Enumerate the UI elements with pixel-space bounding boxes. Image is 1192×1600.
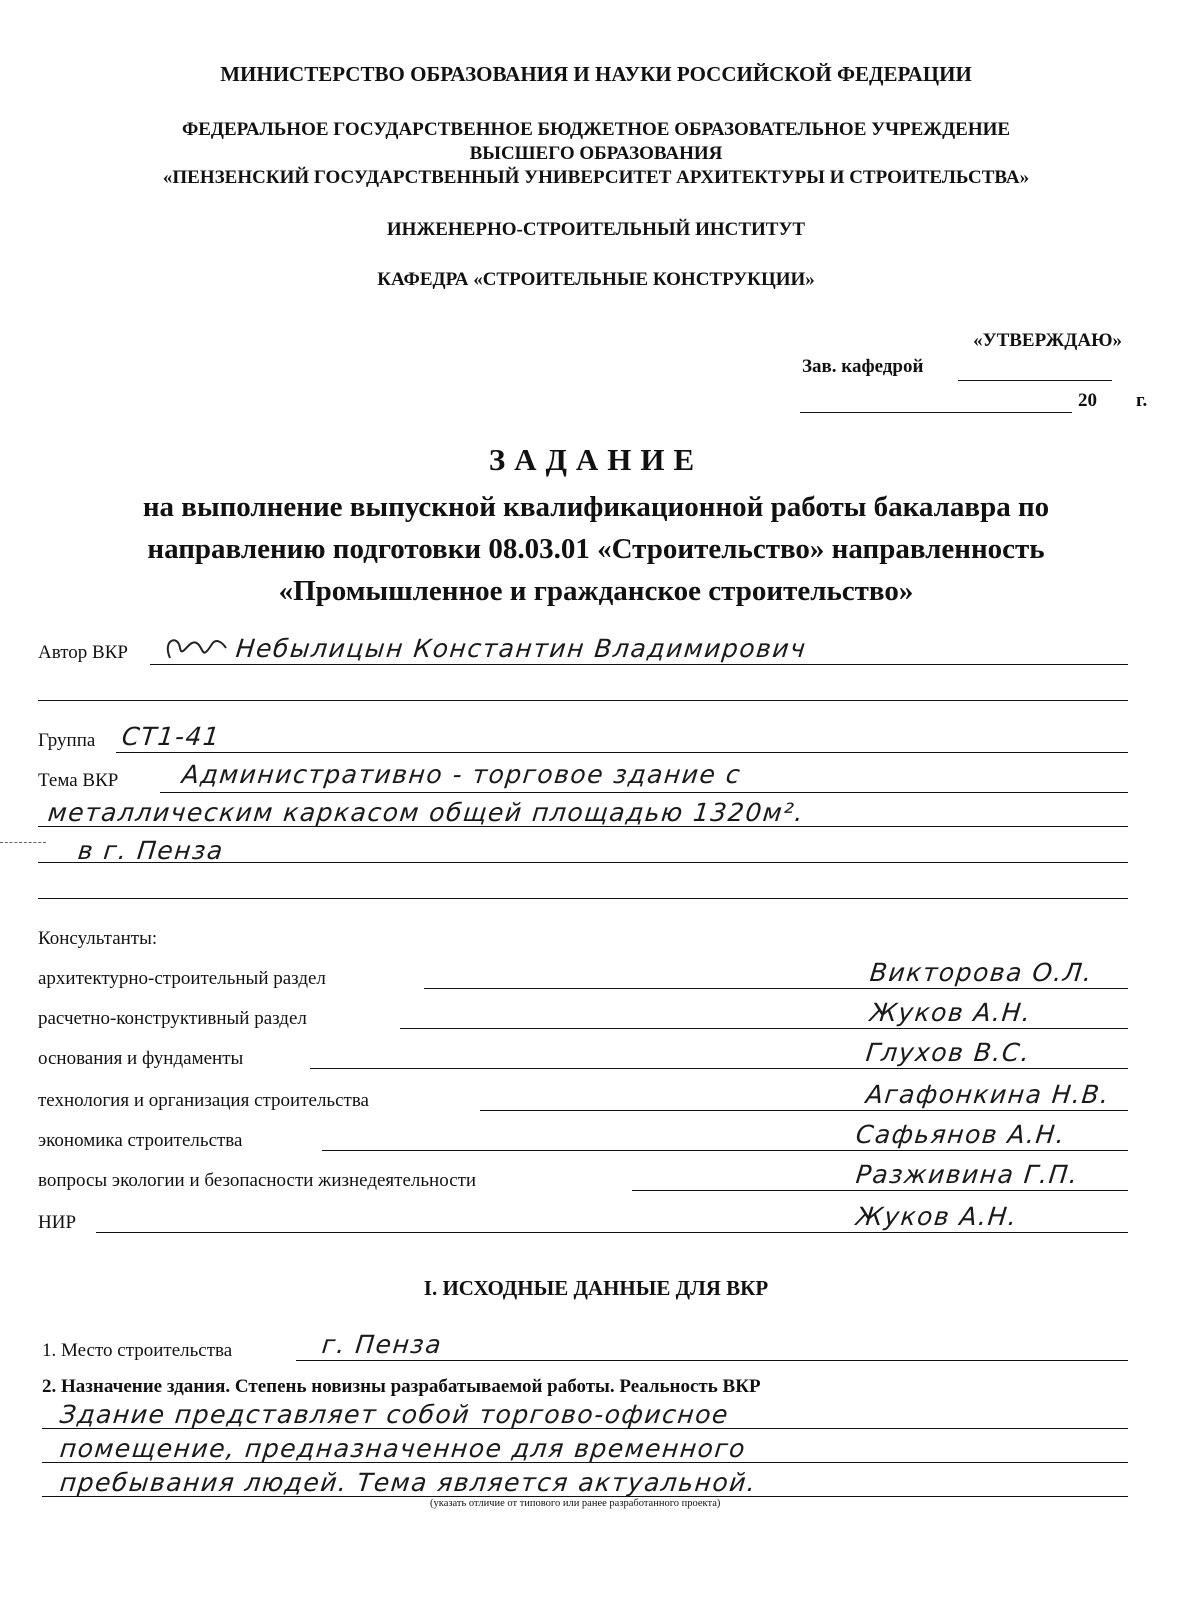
department-title: КАФЕДРА «СТРОИТЕЛЬНЫЕ КОНСТРУКЦИИ» <box>377 269 815 290</box>
institution-line-2: ВЫСШЕГО ОБРАЗОВАНИЯ <box>469 143 723 164</box>
institute-title: ИНЖЕНЕРНО-СТРОИТЕЛЬНЫЙ ИНСТИТУТ <box>386 219 806 240</box>
group-label: Группа <box>38 730 96 751</box>
topic-underline-2 <box>38 826 1128 827</box>
author-line <box>150 664 1128 665</box>
consultant-name-research: Жуков А.Н. <box>854 1202 1020 1231</box>
consultant-line-architecture <box>424 988 1128 989</box>
consultant-line-foundations <box>310 1068 1128 1069</box>
consultant-section-structural: расчетно-конструктивный раздел <box>38 1008 307 1029</box>
purpose-underline-3 <box>42 1496 1128 1497</box>
consultant-section-ecology: вопросы экологии и безопасности жизнедеятельности <box>38 1170 477 1191</box>
consultant-name-foundations: Глухов В.С. <box>864 1038 1033 1067</box>
purpose-footnote: (указать отличие от типового или ранее разработанного проекта) <box>430 1498 721 1509</box>
consultant-name-technology: Агафонкина Н.В. <box>864 1080 1112 1109</box>
consultant-name-ecology: Разживина Г.П. <box>854 1160 1081 1189</box>
author-signature-icon <box>160 630 230 666</box>
author-label: Автор ВКР <box>38 642 128 663</box>
institution-line-1: ФЕДЕРАЛЬНОЕ ГОСУДАРСТВЕННОЕ БЮДЖЕТНОЕ ОБРАЗОВАТЕЛЬНОЕ УЧРЕЖДЕНИЕ <box>181 119 1011 140</box>
purpose-line-1: Здание представляет собой торгово-офисное <box>58 1400 731 1429</box>
consultant-line-ecology <box>632 1190 1128 1191</box>
task-subtitle-line-1: на выполнение выпускной квалификационной работы бакалавра по <box>142 491 1050 523</box>
place-label: 1. Место строительства <box>42 1340 233 1361</box>
topic-line-1: Административно - торговое здание с <box>180 760 743 789</box>
author-extra-line <box>38 700 1128 701</box>
topic-label: Тема ВКР <box>38 770 119 791</box>
author-value: Небылицын Константин Владимирович <box>234 634 809 663</box>
approval-title: «УТВЕРЖДАЮ» <box>973 330 1122 351</box>
approval-year-suffix: г. <box>1136 390 1148 411</box>
approval-year-prefix: 20 <box>1078 390 1097 411</box>
place-value: г. Пенза <box>320 1330 444 1359</box>
topic-underline-3 <box>38 862 1128 863</box>
consultant-section-technology: технология и организация строительства <box>38 1090 369 1111</box>
consultant-name-architecture: Викторова О.Л. <box>868 958 1095 987</box>
group-line <box>116 752 1128 753</box>
purpose-underline-2 <box>42 1462 1128 1463</box>
approval-date-line <box>800 412 1072 413</box>
ministry-title: МИНИСТЕРСТВО ОБРАЗОВАНИЯ И НАУКИ РОССИЙСКОЙ ФЕДЕРАЦИИ <box>220 62 972 86</box>
consultant-line-structural <box>400 1028 1128 1029</box>
place-line <box>296 1360 1128 1361</box>
initial-data-heading: I. ИСХОДНЫЕ ДАННЫЕ ДЛЯ ВКР <box>423 1276 769 1300</box>
consultant-line-economics <box>322 1150 1128 1151</box>
consultant-name-economics: Сафьянов А.Н. <box>854 1120 1068 1149</box>
task-subtitle-line-2: направлению подготовки 08.03.01 «Строительство» направленность <box>147 533 1045 565</box>
margin-mark <box>0 842 46 843</box>
purpose-underline-1 <box>42 1428 1128 1429</box>
consultant-line-technology <box>480 1110 1128 1111</box>
group-value: СТ1-41 <box>120 722 222 751</box>
institution-line-3: «ПЕНЗЕНСКИЙ ГОСУДАРСТВЕННЫЙ УНИВЕРСИТЕТ АРХИТЕКТУРЫ И СТРОИТЕЛЬСТВА» <box>162 167 1030 188</box>
consultant-section-architecture: архитектурно-строительный раздел <box>38 968 326 989</box>
task-subtitle-line-3: «Промышленное и гражданское строительство» <box>278 575 914 607</box>
consultants-heading: Консультанты: <box>38 928 158 949</box>
topic-underline-1 <box>160 792 1128 793</box>
consultant-section-economics: экономика строительства <box>38 1130 243 1151</box>
task-title: ЗАДАНИЕ <box>488 442 704 477</box>
consultant-section-foundations: основания и фундаменты <box>38 1048 244 1069</box>
consultant-line-research <box>96 1232 1128 1233</box>
consultant-name-structural: Жуков А.Н. <box>868 998 1034 1027</box>
topic-line-3: в г. Пенза <box>76 836 226 865</box>
approval-head-label: Зав. кафедрой <box>802 356 924 377</box>
purpose-line-3: пребывания людей. Тема является актуальной. <box>58 1468 759 1497</box>
topic-underline-4 <box>38 898 1128 899</box>
purpose-line-2: помещение, предназначенное для временного <box>58 1434 748 1463</box>
consultant-section-research: НИР <box>38 1212 77 1233</box>
topic-line-2: металлическим каркасом общей площадью 1320м². <box>46 798 806 827</box>
approval-signature-line <box>958 380 1112 381</box>
purpose-label: 2. Назначение здания. Степень новизны разрабатываемой работы. Реальность ВКР <box>42 1376 761 1397</box>
